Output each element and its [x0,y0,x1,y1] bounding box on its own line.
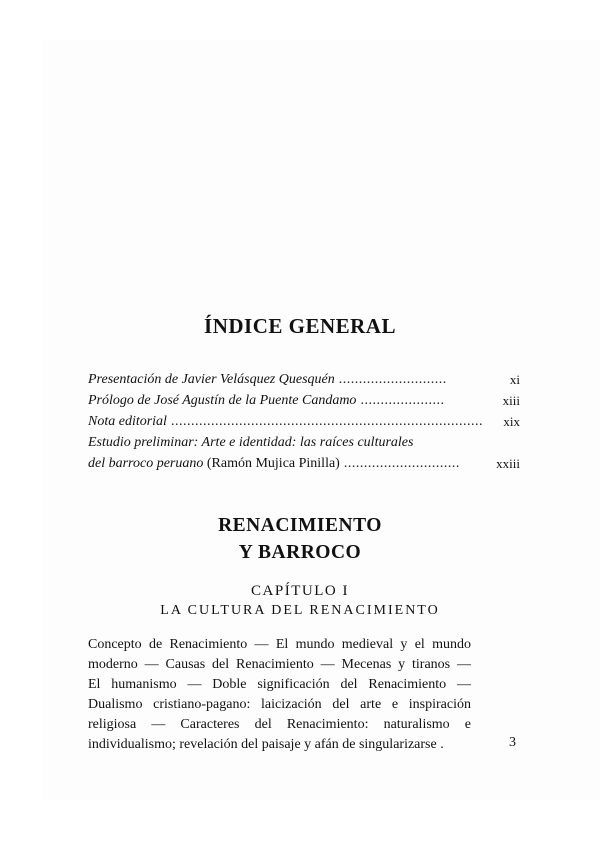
toc-page-number: xix [503,414,520,429]
summary-line: Concepto de Renacimiento — El mundo medieval y el mundo [88,637,471,652]
toc-page-number: xxiii [496,456,520,471]
toc-entry-nota-editorial[interactable] [88,411,520,432]
summary-line: Dualismo cristiano-pagano: laicización del arte e inspiración [88,697,471,712]
summary-page-number: 3 [509,735,516,750]
section-title-line: RENACIMIENTO [218,515,382,536]
toc-entry-text-continued: del barroco peruano [88,456,204,471]
section-title [0,512,600,566]
toc-leader-dots: ........................... [334,372,447,387]
toc-leader-dots: .............................................................................. [166,414,483,429]
toc-entry-text: Presentación de Javier Velásquez Quesquén [88,372,335,387]
toc-entry-author: (Ramón Mujica Pinilla) [203,456,340,471]
section-title-line: Y BARROCO [238,542,362,563]
summary-line: religiosa — Caracteres del Renacimiento: naturalismo e [88,717,471,732]
table-of-contents [88,369,520,474]
toc-page-number: xiii [502,393,520,408]
summary-line: moderno — Causas del Renacimiento — Mecenas y tiranos — [88,657,471,672]
toc-entry-text: Nota editorial [88,414,167,429]
toc-entry-text: Estudio preliminar: Arte e identidad: las raíces culturales [88,435,414,450]
toc-leader-dots: ..................... [356,393,445,408]
index-title: ÍNDICE GENERAL [204,314,396,338]
toc-entry-text: Prólogo de José Agustín de la Puente Candamo [88,393,357,408]
toc-leader-dots: ............................. [339,456,460,471]
chapter-summary [88,635,471,755]
summary-line: individualismo; revelación del paisaje y afán de singularizarse . [88,737,444,752]
toc-entry-estudio-preliminar[interactable] [88,432,520,474]
toc-page-number: xi [509,372,520,387]
summary-line: El humanismo — Doble significación del Renacimiento — [88,677,471,692]
chapter-title: LA CULTURA DEL RENACIMIENTO [160,603,440,618]
toc-entry-presentacion[interactable] [88,369,520,390]
toc-entry-prologo[interactable] [88,390,520,411]
chapter-number: CAPÍTULO I [251,583,349,599]
